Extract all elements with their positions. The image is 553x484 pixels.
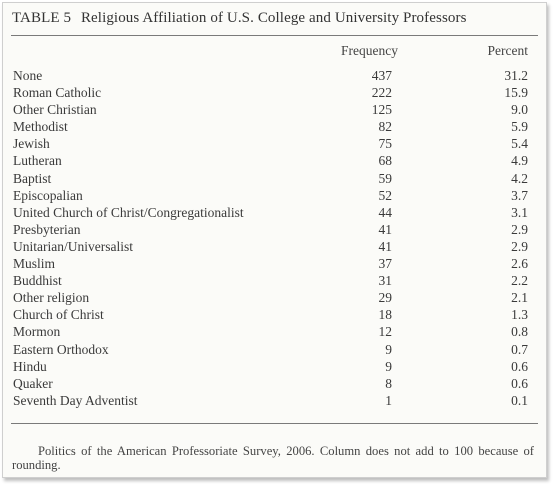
column-headers — [11, 43, 538, 61]
header-frequency: Frequency — [341, 43, 398, 58]
table-row — [11, 118, 538, 135]
frequency-value: 41 — [378, 221, 392, 237]
table-row — [11, 84, 538, 101]
table-row — [11, 187, 538, 204]
percent-value: 4.9 — [511, 153, 528, 169]
percent-value: 0.7 — [511, 341, 528, 357]
table-row — [11, 323, 538, 340]
frequency-value: 31 — [378, 273, 392, 289]
table-row — [11, 375, 538, 392]
religion-name: Episcopalian — [13, 187, 83, 203]
religion-name: Unitarian/Universalist — [13, 238, 133, 254]
religion-name: Buddhist — [13, 273, 62, 289]
percent-value: 2.9 — [511, 238, 528, 254]
table-row — [11, 272, 538, 289]
frequency-value: 37 — [378, 256, 392, 272]
religion-name: Presbyterian — [13, 221, 81, 237]
frequency-value: 12 — [378, 324, 392, 340]
percent-value: 5.4 — [511, 136, 528, 152]
religion-name: Hindu — [13, 358, 47, 374]
religion-name: Eastern Orthodox — [13, 341, 109, 357]
frequency-value: 8 — [385, 375, 392, 391]
table-row — [11, 67, 538, 84]
table-row — [11, 238, 538, 255]
percent-value: 2.9 — [511, 221, 528, 237]
frequency-value: 29 — [378, 290, 392, 306]
frequency-value: 82 — [378, 119, 392, 135]
religion-name: Other Christian — [13, 102, 97, 118]
religion-name: Methodist — [13, 119, 68, 135]
bottom-rule — [11, 423, 538, 424]
religion-name: Roman Catholic — [13, 85, 102, 101]
religion-name: Seventh Day Adventist — [13, 392, 138, 408]
religion-name: Church of Christ — [13, 307, 104, 323]
percent-value: 2.2 — [511, 273, 528, 289]
table-row — [11, 221, 538, 238]
percent-value: 0.6 — [511, 358, 528, 374]
frequency-value: 437 — [371, 68, 392, 83]
top-rule — [11, 35, 538, 36]
frequency-value: 75 — [378, 136, 392, 152]
table-title — [12, 10, 467, 27]
table-row — [11, 204, 538, 221]
table-figure — [2, 2, 547, 478]
table-row — [11, 392, 538, 409]
table-row — [11, 255, 538, 272]
table-row — [11, 358, 538, 375]
percent-value: 31.2 — [504, 68, 528, 83]
percent-value: 1.3 — [511, 307, 528, 323]
religion-name: Quaker — [13, 375, 53, 391]
percent-value: 0.8 — [511, 324, 528, 340]
header-percent: Percent — [487, 43, 528, 58]
frequency-value: 222 — [371, 85, 392, 101]
table-row — [11, 289, 538, 306]
table-row — [11, 306, 538, 323]
percent-value: 3.1 — [511, 204, 528, 220]
table-row — [11, 101, 538, 118]
percent-value: 2.1 — [511, 290, 528, 306]
religion-name: Muslim — [13, 256, 56, 272]
percent-value: 2.6 — [511, 256, 528, 272]
percent-value: 9.0 — [511, 102, 528, 118]
religion-name: United Church of Christ/Congregationalist — [13, 204, 244, 220]
frequency-value: 59 — [378, 170, 392, 186]
frequency-value: 125 — [371, 102, 392, 118]
religion-name: None — [13, 68, 43, 83]
table-row — [11, 135, 538, 152]
religion-name: Jewish — [13, 136, 50, 152]
frequency-value: 68 — [378, 153, 392, 169]
table-row — [11, 341, 538, 358]
religion-name: Mormon — [13, 324, 61, 340]
table-caption: Religious Affiliation of U.S. College and University Professors — [80, 10, 467, 26]
table-note: Politics of the American Professoriate Survey, 2006. Column does not add to 100 because of rounding. — [12, 444, 534, 472]
percent-value: 4.2 — [511, 170, 528, 186]
table-body — [11, 67, 538, 409]
table-row — [11, 170, 538, 187]
frequency-value: 44 — [378, 204, 392, 220]
percent-value: 5.9 — [511, 119, 528, 135]
table-number: TABLE 5 — [12, 10, 72, 26]
frequency-value: 9 — [385, 358, 392, 374]
religion-name: Other religion — [13, 290, 90, 306]
table-row — [11, 152, 538, 169]
percent-value: 0.6 — [511, 375, 528, 391]
frequency-value: 52 — [378, 187, 392, 203]
percent-value: 15.9 — [504, 85, 528, 101]
percent-value: 3.7 — [511, 187, 528, 203]
frequency-value: 9 — [385, 341, 392, 357]
frequency-value: 18 — [378, 307, 392, 323]
religion-name: Baptist — [13, 170, 52, 186]
frequency-value: 1 — [385, 392, 392, 408]
religion-name: Lutheran — [13, 153, 62, 169]
percent-value: 0.1 — [511, 392, 528, 408]
frequency-value: 41 — [378, 238, 392, 254]
